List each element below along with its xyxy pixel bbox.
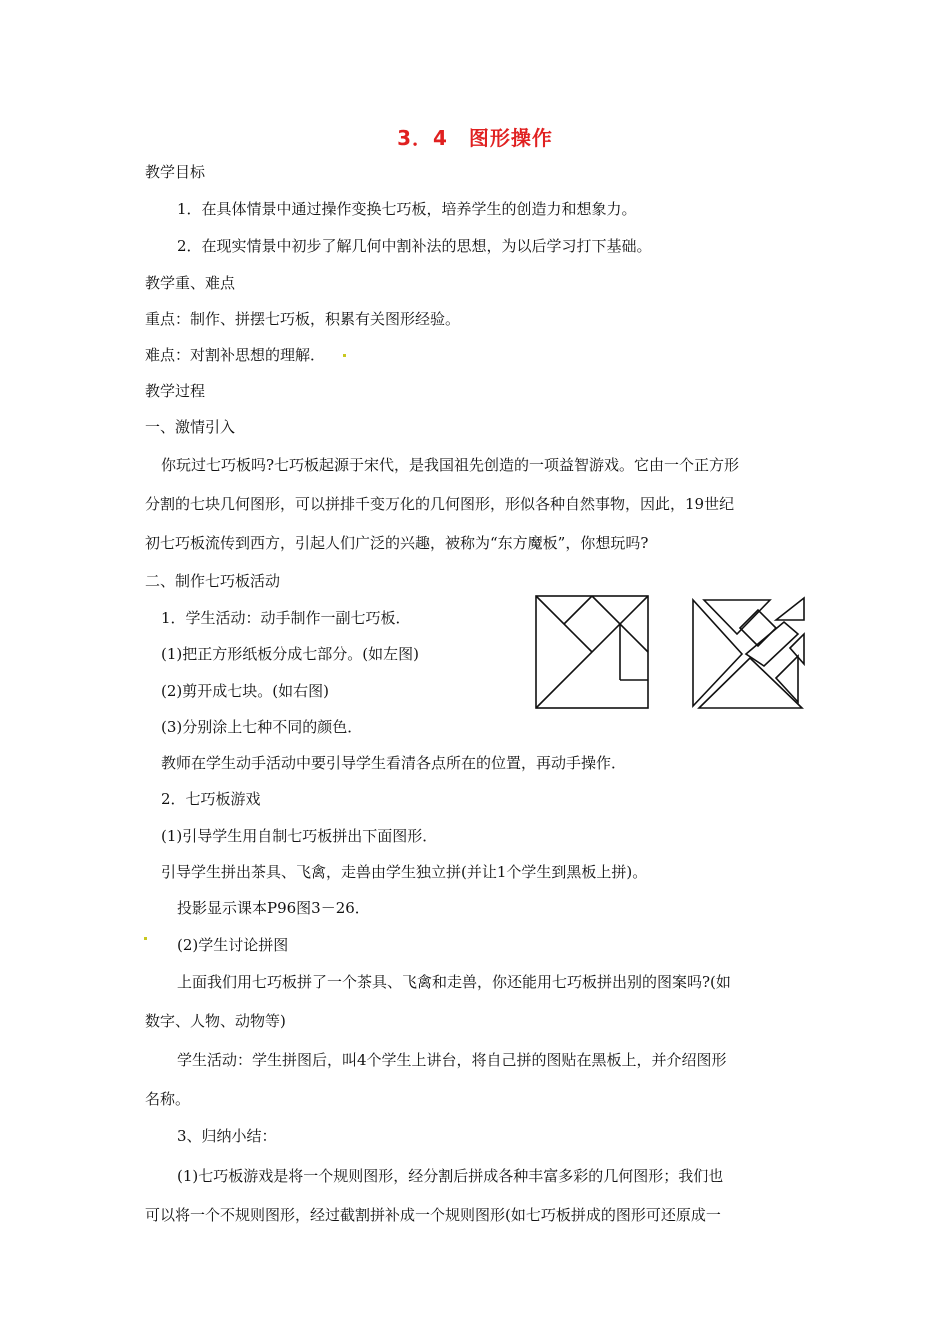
activity-step: (3)分别涂上七种不同的颜色． bbox=[161, 718, 363, 736]
game-step: (1)引导学生用自制七巧板拼出下面图形． bbox=[161, 827, 438, 845]
page-title: 3．4 图形操作 bbox=[397, 126, 553, 150]
summary-paragraph-line: (1)七巧板游戏是将一个规则图形，经分割后拼成各种丰富多彩的几何图形；我们也 bbox=[177, 1167, 724, 1185]
activity-step: (2)剪开成七块。(如右图) bbox=[161, 682, 329, 700]
key-point: 重点：制作、拼摆七巧板，积累有关图形经验。 bbox=[145, 310, 461, 328]
tangram-square-figure bbox=[534, 594, 650, 710]
scan-mark bbox=[144, 937, 147, 940]
tangram-piece-parallelogram bbox=[746, 622, 798, 666]
student-activity-line: 名称。 bbox=[145, 1090, 191, 1108]
teacher-note: 教师在学生动手活动中要引导学生看清各点所在的位置，再动手操作． bbox=[161, 754, 627, 772]
tangram-pieces-figure bbox=[690, 594, 814, 712]
activity-item: 2．七巧板游戏 bbox=[161, 790, 261, 808]
section-heading-key-points: 教学重、难点 bbox=[145, 274, 236, 292]
game-step: (2)学生讨论拼图 bbox=[177, 936, 289, 954]
subheading-summary: 3、归纳小结： bbox=[177, 1127, 277, 1145]
section-heading-objectives: 教学目标 bbox=[145, 163, 206, 181]
student-activity-line: 学生活动：学生拼图后，叫4个学生上讲台，将自己拼的图贴在黑板上，并介绍图形 bbox=[177, 1051, 727, 1069]
scan-mark bbox=[343, 354, 346, 357]
game-text: 引导学生拼出茶具、飞禽，走兽由学生独立拼(并让1个学生到黑板上拼)。 bbox=[161, 863, 648, 881]
intro-paragraph-line: 分割的七块几何图形，可以拼排千变万化的几何图形，形似各种自然事物，因此，19世纪 bbox=[145, 495, 735, 513]
tangram-piece-small-triangle bbox=[776, 656, 798, 702]
activity-step: (1)把正方形纸板分成七部分。(如左图) bbox=[161, 645, 419, 663]
summary-paragraph-line: 可以将一个不规则图形，经过截割拼补成一个规则图形(如七巧板拼成的图形可还原成一 bbox=[145, 1206, 721, 1224]
tangram-square-edge bbox=[564, 596, 592, 624]
objective-2: 2．在现实情景中初步了解几何中割补法的思想，为以后学习打下基础。 bbox=[177, 237, 652, 255]
intro-paragraph-line: 你玩过七巧板吗?七巧板起源于宋代，是我国祖先创造的一项益智游戏。它由一个正方形 bbox=[161, 456, 740, 474]
activity-item: 1．学生活动：动手制作一副七巧板． bbox=[161, 609, 411, 627]
discussion-paragraph-line: 数字、人物、动物等) bbox=[145, 1012, 286, 1030]
tangram-piece-small-triangle bbox=[776, 598, 804, 620]
intro-paragraph-line: 初七巧板流传到西方，引起人们广泛的兴趣，被称为“东方魔板”，你想玩吗? bbox=[145, 534, 649, 552]
game-text: 投影显示课本P96图3－26． bbox=[177, 899, 370, 917]
subheading-intro: 一、激情引入 bbox=[145, 418, 236, 436]
section-heading-process: 教学过程 bbox=[145, 382, 206, 400]
tangram-piece-square bbox=[740, 610, 776, 646]
discussion-paragraph-line: 上面我们用七巧板拼了一个茶具、飞禽和走兽，你还能用七巧板拼出别的图案吗?(如 bbox=[177, 973, 731, 991]
difficult-point: 难点：对割补思想的理解． bbox=[145, 346, 326, 364]
subheading-activity: 二、制作七巧板活动 bbox=[145, 572, 281, 590]
objective-1: 1．在具体情景中通过操作变换七巧板，培养学生的创造力和想象力。 bbox=[177, 200, 637, 218]
tangram-piece-large-triangle bbox=[704, 600, 770, 634]
